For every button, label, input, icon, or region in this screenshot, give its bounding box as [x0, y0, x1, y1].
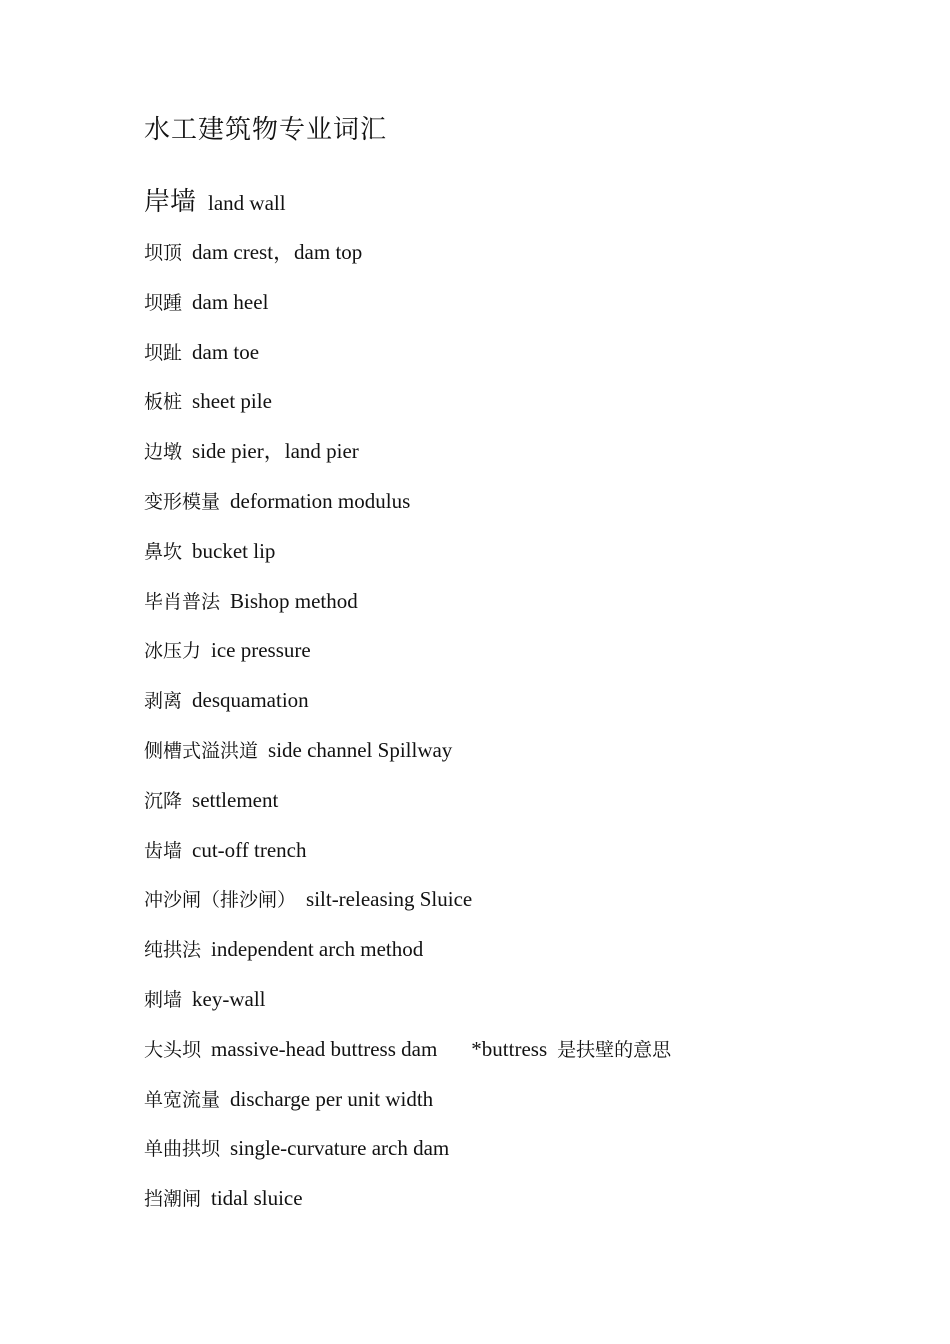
term-chinese: 刺墙	[144, 988, 183, 1011]
term-chinese: 冲沙闸（排沙闸）	[144, 889, 297, 912]
term-note	[471, 1037, 671, 1061]
term-english: settlement	[192, 787, 279, 812]
term-chinese: 纯拱法	[144, 939, 202, 962]
term-english: independent arch method	[211, 937, 424, 962]
term-chinese: 板桩	[144, 391, 183, 414]
glossary-entry	[144, 238, 904, 266]
note-english: *buttress	[471, 1036, 548, 1061]
glossary-entry	[144, 288, 904, 316]
glossary-entry	[144, 1184, 904, 1212]
glossary-entry	[144, 1035, 904, 1063]
document-title: 水工建筑物专业词汇	[144, 115, 388, 145]
term-english: tidal sluice	[211, 1186, 303, 1211]
term-english: massive-head buttress dam	[211, 1036, 438, 1061]
term-english: land wall	[208, 191, 286, 215]
term-chinese: 冰压力	[144, 640, 202, 663]
term-english: Bishop method	[230, 588, 358, 613]
glossary-entry	[144, 836, 904, 864]
term-english: side channel Spillway	[268, 737, 453, 762]
term-english: dam toe	[192, 339, 260, 364]
glossary-entry	[144, 985, 904, 1013]
glossary-entry	[144, 686, 904, 714]
glossary-entry	[144, 786, 904, 814]
glossary-entry	[144, 387, 904, 415]
term-chinese: 剥离	[144, 690, 183, 713]
term-english: desquamation	[192, 688, 309, 713]
note-chinese: 是扶壁的意思	[557, 1038, 672, 1061]
glossary-entry	[144, 1085, 904, 1113]
glossary-list	[144, 188, 904, 1234]
glossary-entry	[144, 487, 904, 515]
term-english: cut-off trench	[192, 837, 307, 862]
term-chinese: 大头坝	[144, 1038, 202, 1061]
term-chinese: 毕肖普法	[144, 590, 221, 613]
glossary-entry	[144, 736, 904, 764]
term-chinese: 侧槽式溢洪道	[144, 739, 259, 762]
glossary-entry	[144, 636, 904, 664]
term-chinese: 坝顶	[144, 242, 183, 264]
glossary-entry	[144, 587, 904, 615]
term-english: dam heel	[192, 289, 269, 314]
term-english: single-curvature arch dam	[230, 1136, 450, 1161]
term-english: dam crest，dam top	[192, 240, 363, 264]
term-english: sheet pile	[192, 389, 272, 414]
term-english: silt-releasing Sluice	[306, 887, 473, 912]
term-chinese: 单宽流量	[144, 1088, 221, 1111]
term-chinese: 变形模量	[144, 490, 221, 513]
term-chinese: 鼻坎	[144, 540, 183, 563]
term-chinese: 沉降	[144, 789, 183, 812]
term-chinese: 齿墙	[144, 839, 183, 862]
glossary-entry	[144, 338, 904, 366]
term-chinese: 单曲拱坝	[144, 1138, 221, 1161]
term-chinese: 边墩	[144, 441, 183, 464]
term-english: ice pressure	[211, 638, 311, 663]
glossary-entry	[144, 188, 904, 222]
term-chinese: 坝踵	[144, 291, 183, 314]
term-english: bucket lip	[192, 538, 276, 563]
glossary-entry	[144, 1134, 904, 1162]
glossary-entry	[144, 935, 904, 963]
glossary-entry	[144, 885, 904, 913]
term-english: discharge per unit width	[230, 1086, 434, 1111]
term-chinese: 挡潮闸	[144, 1188, 202, 1211]
term-english: deformation modulus	[230, 488, 411, 513]
term-english: key-wall	[192, 986, 266, 1011]
glossary-entry	[144, 537, 904, 565]
term-chinese: 坝趾	[144, 341, 183, 364]
term-chinese: 岸墙	[144, 187, 197, 217]
term-english: side pier，land pier	[192, 439, 359, 464]
glossary-entry	[144, 437, 904, 465]
